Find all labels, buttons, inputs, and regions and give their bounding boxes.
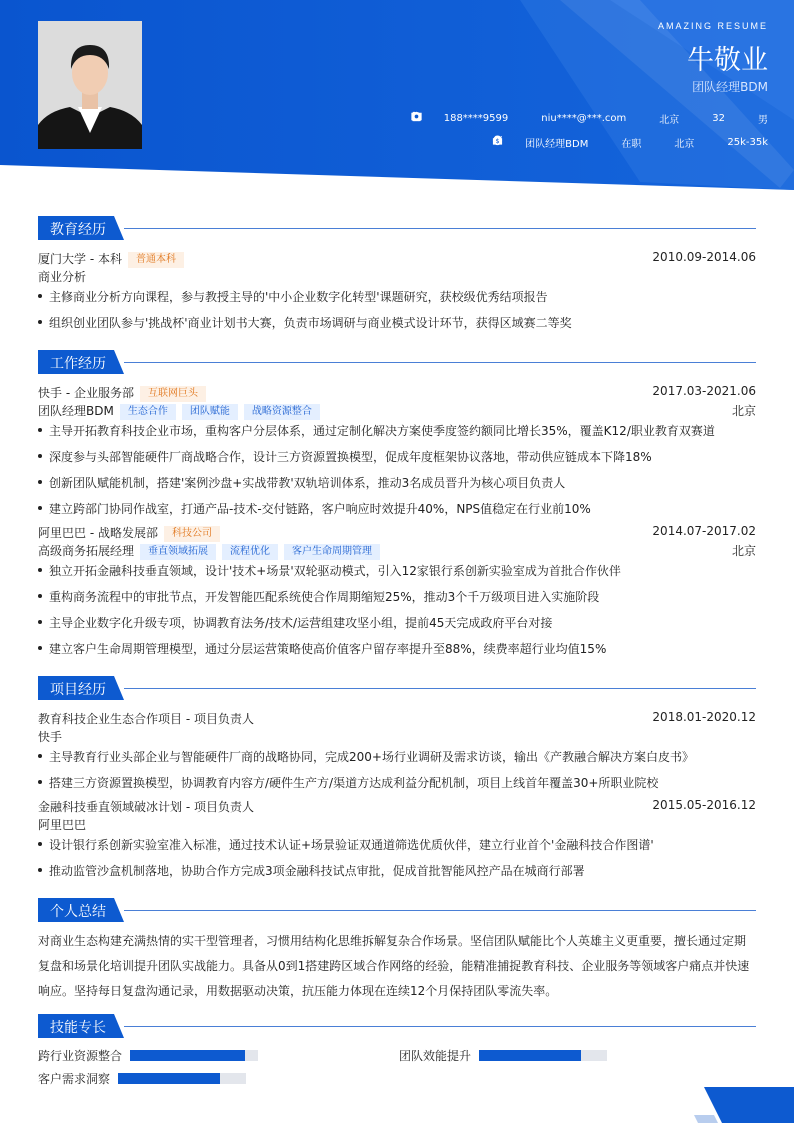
section-tab-shape (38, 676, 124, 700)
work-bullet: 深度参与头部智能硬件厂商战略合作，设计三方资源置换模型，促成年度框架协议落地，带动供应链成本下降18% (38, 448, 652, 465)
skill-level-bar (479, 1050, 607, 1061)
profile-photo (38, 21, 142, 149)
work-date: 2017.03-2021.06 (652, 384, 756, 398)
section-divider (124, 1026, 756, 1027)
avatar-icon (38, 21, 142, 149)
skill-tag: 团队赋能 (182, 404, 238, 420)
section-tab-shape (38, 350, 124, 374)
summary-text: 对商业生态构建充满热情的实干型管理者，习惯用结构化思维拆解复杂合作场景。坚信团队赋能比个人英雄主义更重要，擅长通过定期复盘和场景化培训提升团队实战能力。具备从0到1搭建跨区域合作网络的经验，能精准捕捉教育科技、企业服务等领域客户痛点并快速响应。坚持每日复盘沟通记录，用数据驱动决策，抗压能力体现在连续12个月保持团队零流失率。 (38, 934, 750, 998)
work-company: 阿里巴巴 - 战略发展部 科技公司 (38, 524, 220, 542)
candidate-role: 团队经理BDM (692, 80, 768, 94)
phone-icon (425, 113, 437, 125)
project-org: 阿里巴巴 (38, 818, 87, 832)
skill-item (399, 1047, 607, 1064)
target-role-item (506, 135, 588, 150)
education-date: 2010.09-2014.06 (652, 250, 756, 264)
age-text: 32 (712, 113, 725, 124)
skill-tag: 战略资源整合 (244, 404, 320, 420)
education-major: 商业分析 (38, 270, 87, 284)
email-text: niu****@***.com (541, 113, 627, 124)
work-city: 北京 (731, 404, 756, 418)
section-title-work: 工作经历 (50, 356, 106, 372)
skill-item (38, 1070, 246, 1087)
gender-text: 男 (758, 115, 768, 126)
work-bullet: 重构商务流程中的审批节点，开发智能匹配系统使合作周期缩短25%，推动3个千万级项目进入实施阶段 (38, 588, 599, 605)
skill-level-bar (130, 1050, 258, 1061)
project-date: 2018.01-2020.12 (652, 710, 756, 724)
residence-text: 北京 (659, 115, 680, 126)
project-name: 金融科技垂直领域破冰计划 - 项目负责人 (38, 800, 254, 814)
section-title-summary: 个人总结 (50, 904, 106, 920)
work-bullet: 创新团队赋能机制，搭建'案例沙盘+实战带教'双轨培训体系，推动3名成员晋升为核心项目负责人 (38, 474, 565, 491)
skill-item (38, 1047, 258, 1064)
section-title-skills: 技能专长 (50, 1020, 106, 1036)
target-role-text: 团队经理BDM (525, 139, 589, 150)
work-company: 快手 - 企业服务部 互联网巨头 (38, 384, 206, 402)
cake-icon (693, 113, 705, 125)
job-intent-row (492, 135, 768, 150)
education-bullet: 组织创业团队参与'挑战杯'商业计划书大赛，负责市场调研与商业模式设计环节，获得区域赛二等奖 (38, 314, 572, 331)
age-item (693, 113, 725, 125)
email-item[interactable] (522, 113, 626, 125)
skill-name: 跨行业资源整合 (38, 1049, 123, 1063)
project-date: 2015.05-2016.12 (652, 798, 756, 812)
section-divider (124, 688, 756, 689)
skill-level-fill (130, 1050, 245, 1061)
project-bullet: 设计银行系创新实验室准入标准，通过技术认证+场景验证双通道筛选优质伙伴，建立行业首个'金融科技合作图谱' (38, 836, 654, 853)
gender-icon (739, 113, 751, 125)
gender-item (739, 111, 768, 126)
skill-tag: 流程优化 (222, 544, 278, 560)
education-school: 厦门大学 - 本科 普通本科 (38, 250, 184, 268)
section-title-project: 项目经历 (50, 682, 106, 698)
brand-label: AMAZING RESUME (657, 21, 768, 31)
project-bullet: 主导教育行业头部企业与智能硬件厂商的战略协同，完成200+场行业调研及需求访谈，输出《产教融合解决方案白皮书》 (38, 748, 694, 765)
phone-item[interactable] (425, 113, 509, 125)
section-divider (124, 362, 756, 363)
project-name: 教育科技企业生态合作项目 - 项目负责人 (38, 712, 254, 726)
section-education (38, 216, 756, 240)
section-project (38, 676, 756, 700)
section-summary (38, 898, 756, 922)
company-tag: 科技公司 (164, 526, 220, 542)
section-title-education: 教育经历 (50, 222, 106, 238)
work-bullet: 主导企业数字化升级专项，协调教育法务/技术/运营组建攻坚小组，提前45天完成政府平台对接 (38, 614, 552, 631)
section-tab-shape (38, 898, 124, 922)
briefcase-icon (602, 137, 614, 149)
resume-header (0, 0, 794, 200)
skill-level-fill (479, 1050, 581, 1061)
corner-decoration (694, 1087, 794, 1123)
work-bullet: 建立跨部门协同作战室，打通产品-技术-交付链路，客户响应时效提升40%，NPS值稳定在行业前10% (38, 500, 591, 517)
skill-level-bar (118, 1073, 246, 1084)
location-pin-icon (655, 137, 667, 149)
target-city-item (655, 135, 694, 150)
job-status-text: 在职 (621, 139, 642, 150)
section-tab-shape (38, 216, 124, 240)
work-date: 2014.07-2017.02 (652, 524, 756, 538)
work-title: 团队经理BDM 生态合作 团队赋能 战略资源整合 (38, 402, 320, 420)
salary-text: 25k-35k (727, 137, 768, 148)
send-icon (506, 137, 518, 149)
skill-tag: 客户生命周期管理 (284, 544, 380, 560)
residence-item (640, 111, 679, 126)
work-bullet: 主导开拓教育科技企业市场，重构客户分层体系，通过定制化解决方案使季度签约额同比增长35%，覆盖K12/职业教育双赛道 (38, 422, 715, 439)
contact-info-row (411, 111, 768, 126)
work-city: 北京 (731, 544, 756, 558)
project-org: 快手 (38, 730, 63, 744)
section-work (38, 350, 756, 374)
section-divider (124, 228, 756, 229)
target-city-text: 北京 (674, 139, 695, 150)
section-divider (124, 910, 756, 911)
education-tag: 普通本科 (128, 252, 184, 268)
work-bullet: 建立客户生命周期管理模型，通过分层运营策略使高价值客户留存率提升至88%，续费率超行业均值15% (38, 640, 606, 657)
home-icon (640, 113, 652, 125)
company-tag: 互联网巨头 (140, 386, 206, 402)
education-bullet: 主修商业分析方向课程，参与教授主导的'中小企业数字化转型'课题研究，获校级优秀结项报告 (38, 288, 548, 305)
skill-tag: 垂直领域拓展 (140, 544, 216, 560)
project-bullet: 搭建三方资源置换模型，协调教育内容方/硬件生产方/渠道方达成利益分配机制，项目上线首年覆盖30+所职业院校 (38, 774, 658, 791)
job-status-item (602, 135, 641, 150)
skill-tag: 生态合作 (120, 404, 176, 420)
candidate-name: 牛敬业 (687, 45, 768, 76)
svg-text:$: $ (495, 136, 500, 145)
phone-text: 188****9599 (443, 113, 509, 124)
mail-icon (522, 113, 534, 125)
skill-level-fill (118, 1073, 220, 1084)
section-tab-shape (38, 1014, 124, 1038)
work-title: 高级商务拓展经理 垂直领域拓展 流程优化 客户生命周期管理 (38, 542, 380, 560)
work-bullet: 独立开拓金融科技垂直领域，设计'技术+场景'双轮驱动模式，引入12家银行系创新实验室成为首批合作伙伴 (38, 562, 621, 579)
project-bullet: 推动监管沙盒机制落地，协助合作方完成3项金融科技试点审批，促成首批智能风控产品在城商行部署 (38, 862, 585, 879)
section-skills (38, 1014, 756, 1038)
skill-name: 客户需求洞察 (38, 1072, 111, 1086)
skill-name: 团队效能提升 (399, 1049, 472, 1063)
